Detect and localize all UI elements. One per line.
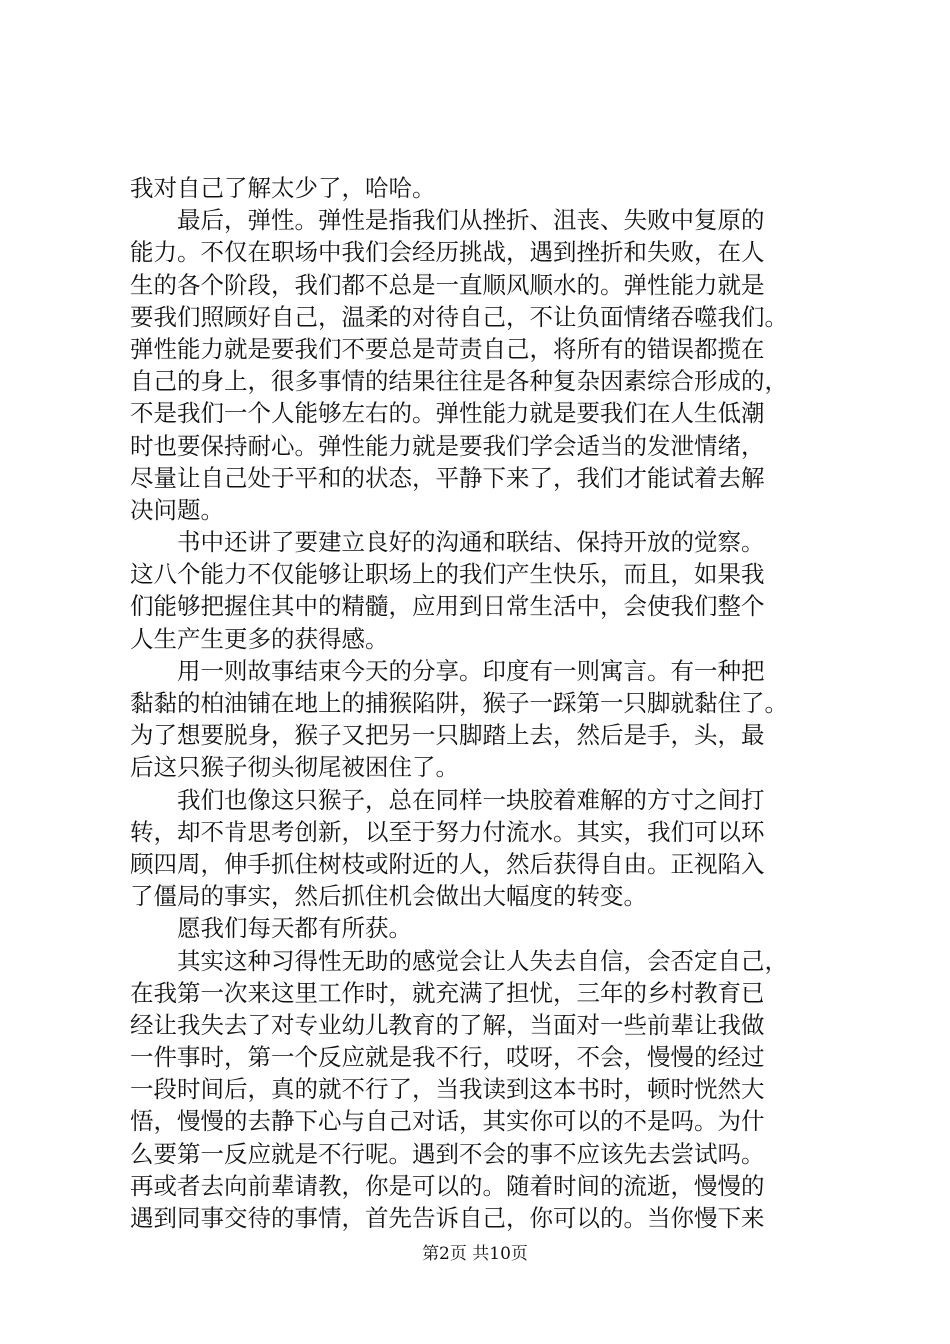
text-line: 黏黏的柏油铺在地上的捕猴陷阱，猴子一踩第一只脚就黏住了。 — [130, 689, 788, 717]
text-line: 为了想要脱身，猴子又把另一只脚踏上去，然后是手，头，最 — [130, 721, 765, 750]
text-line: 在我第一次来这里工作时，就充满了担忧，三年的乡村教育已 — [130, 978, 765, 1007]
paragraph-start-line: 用一则故事结束今天的分享。印度有一则寓言。有一种把 — [177, 656, 765, 685]
text-line: 悟，慢慢的去静下心与自己对话，其实你可以的不是吗。为什 — [130, 1107, 765, 1136]
text-line: 转，却不肯思考创新，以至于努力付流水。其实，我们可以环 — [130, 817, 765, 846]
text-line: 这八个能力不仅能够让职场上的我们产生快乐，而且，如果我 — [130, 560, 765, 589]
text-line: 们能够把握住其中的精髓，应用到日常生活中，会使我们整个 — [130, 592, 765, 621]
paragraph-start-line: 书中还讲了要建立良好的沟通和联结、保持开放的觉察。 — [177, 528, 765, 557]
text-line: 一段时间后，真的就不行了，当我读到这本书时，顿时恍然大 — [130, 1075, 765, 1104]
text-line: 尽量让自己处于平和的状态，平静下来了，我们才能试着去解 — [130, 463, 765, 492]
page-number-footer: 第2页 共10页 — [422, 1244, 528, 1264]
paragraph-start-line: 我们也像这只猴子，总在同样一块胶着难解的方寸之间打 — [177, 785, 765, 814]
text-line: 弹性能力就是要我们不要总是苛责自己，将所有的错误都揽在 — [130, 334, 765, 363]
text-line: 人生产生更多的获得感。 — [130, 624, 389, 653]
text-line: 了僵局的事实，然后抓住机会做出大幅度的转变。 — [130, 882, 647, 911]
paragraph-start-line: 愿我们每天都有所获。 — [177, 914, 412, 943]
text-line: 顾四周，伸手抓住树枝或附近的人，然后获得自由。正视陷入 — [130, 849, 765, 878]
text-line: 自己的身上，很多事情的结果往往是各种复杂因素综合形成的， — [130, 367, 788, 396]
text-line: 要我们照顾好自己，温柔的对待自己，不让负面情绪吞噬我们。 — [130, 302, 788, 331]
paragraph-start-line: 其实这种习得性无助的感觉会让人失去自信，会否定自己， — [177, 946, 788, 975]
text-line: 生的各个阶段，我们都不总是一直顺风顺水的。弹性能力就是 — [130, 270, 765, 299]
text-line: 一件事时，第一个反应就是我不行，哎呀，不会，慢慢的经过 — [130, 1043, 765, 1072]
document-body — [130, 172, 830, 1234]
text-line: 经让我失去了对专业幼儿教育的了解，当面对一些前辈让我做 — [130, 1010, 765, 1039]
text-line: 后这只猴子彻头彻尾被困住了。 — [130, 753, 459, 782]
text-line: 时也要保持耐心。弹性能力就是要我们学会适当的发泄情绪， — [130, 431, 765, 460]
text-line: 再或者去向前辈请教，你是可以的。随着时间的流逝，慢慢的 — [130, 1171, 765, 1200]
text-line: 决问题。 — [130, 495, 224, 524]
text-line: 我对自己了解太少了，哈哈。 — [130, 174, 436, 202]
paragraph-start-line: 最后，弹性。弹性是指我们从挫折、沮丧、失败中复原的 — [177, 206, 765, 235]
text-line: 能力。不仅在职场中我们会经历挑战，遇到挫折和失败，在人 — [130, 238, 765, 267]
text-line: 不是我们一个人能够左右的。弹性能力就是要我们在人生低潮 — [130, 399, 765, 428]
text-line: 么要第一反应就是不行呢。遇到不会的事不应该先去尝试吗。 — [130, 1139, 765, 1168]
text-line: 遇到同事交待的事情，首先告诉自己，你可以的。当你慢下来 — [130, 1204, 765, 1232]
